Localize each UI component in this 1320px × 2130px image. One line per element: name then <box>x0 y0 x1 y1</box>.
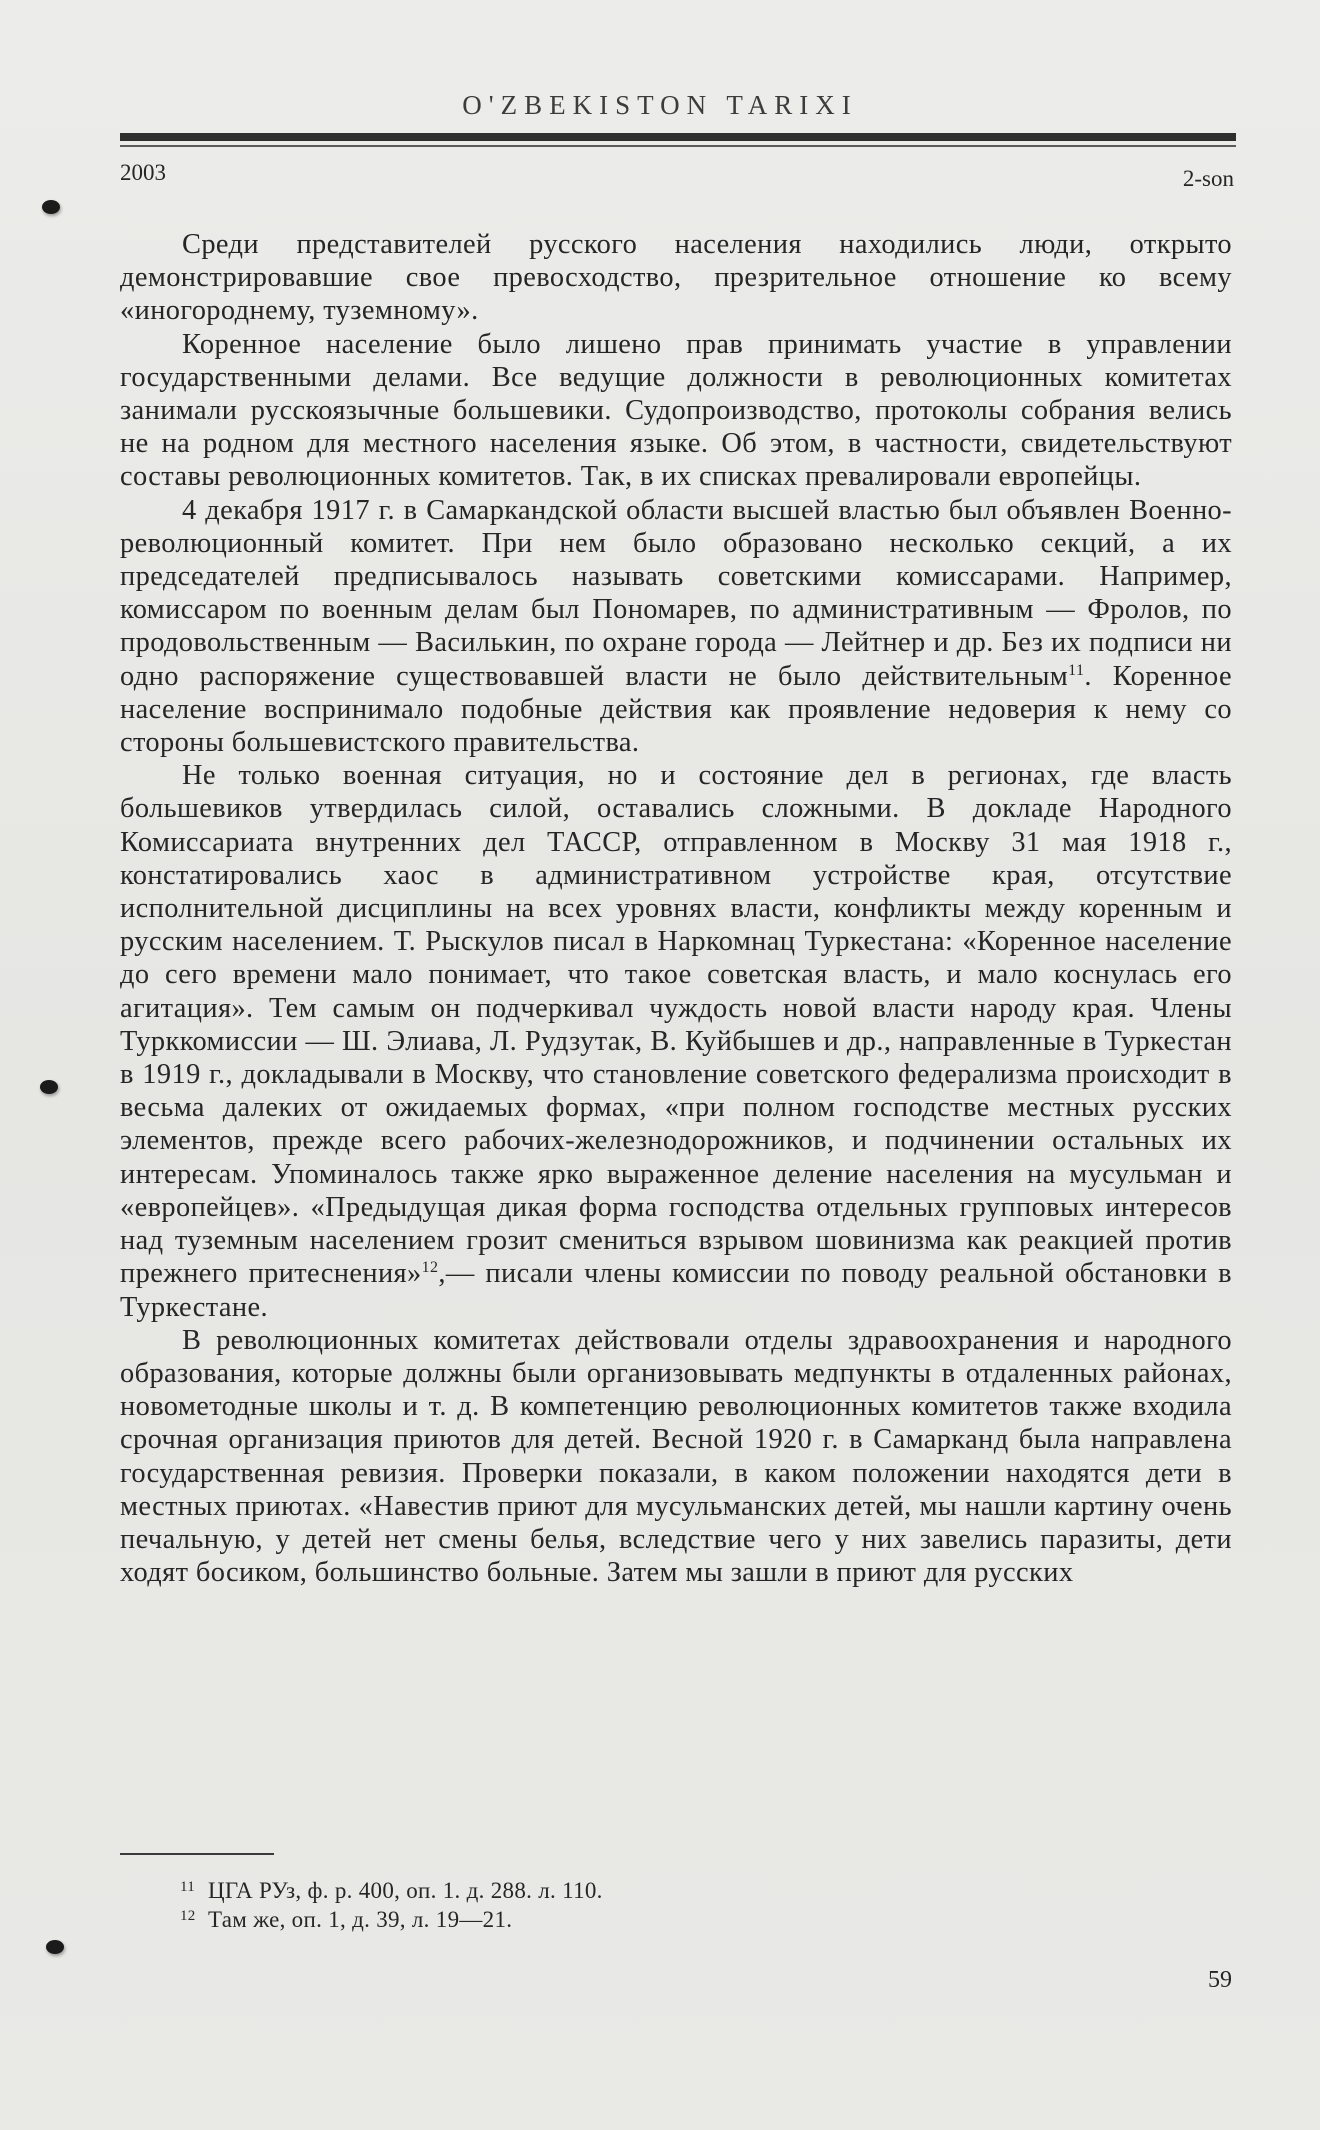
footnote-ref[interactable]: 12 <box>421 1259 439 1277</box>
footnote <box>180 1907 603 1936</box>
paragraph: Среди представителей русского населения находились люди, открыто демонстрировавшие свое превосходство, презрительное отношение ко всему «иногороднему, туземному». <box>120 229 1232 327</box>
paragraph <box>120 759 1232 1323</box>
issue-year: 2003 <box>120 160 166 185</box>
paragraph-text: ,— писали члены комиссии по поводу реальной обстановки в Туркестане. <box>120 1258 1232 1323</box>
footnote-ref[interactable]: 11 <box>1068 661 1085 679</box>
footnote-number: 11 <box>180 1879 196 1895</box>
paragraph-text: . Коренное население воспринимало подобные действия как проявление недоверия к нему со стороны большевистского правительства. <box>120 660 1232 759</box>
issue-number: 2-son <box>1182 166 1234 191</box>
footnote <box>180 1878 603 1907</box>
punch-hole <box>40 1080 58 1094</box>
footnote-text: Там же, оп. 1, д. 39, л. 19—21. <box>208 1907 513 1932</box>
article-body <box>120 228 1232 1589</box>
paragraph-text: Не только военная ситуация, но и состояние дел в регионах, где власть большевиков утвердилась силой, оставались сложными. В докладе Народного Комиссариата внутренних дел ТАССР, отправленном в Москву 31 мая 1918 г., констатировались хаос в административном устройстве края, отсутствие исполнительной дисциплины на всех уровнях власти, конфликты между коренным и русским населением. Т. Рыскулов писал в Наркомнац Туркестана: «Коренное население до сего времени мало понимает, что такое советская власть, и мало коснулась его агитация». Тем самым он подчеркивал чуждость новой власти народу края. Члены Турккомиссии — Ш. Элиава, Л. Рудзутак, В. Куйбышев и др., направленные в Туркестан в 1919 г., докладывали в Москву, что становление советского федерализма происходит в весьма далеких от ожидаемых формах, «при полном господстве местных русских элементов, прежде всего рабочих-железнодорожников, и подчинении остальных их интересам. Упоминалось также ярко выраженное деление населения на мусульман и «европейцев». «Предыдущая дикая форма господства отдельных групповых интересов над туземным населением грозит смениться взрывом шовинизма как реакцией против прежнего притеснения» <box>120 760 1232 1290</box>
journal-title: O'ZBEKISTON TARIXI <box>462 90 858 120</box>
footnote-number: 12 <box>180 1908 196 1924</box>
header-rule-thin <box>120 145 1236 147</box>
paragraph-text: 4 декабря 1917 г. в Самаркандской области высшей властью был объявлен Военно-революционный комитет. При нем было образовано несколько секций, а их председателей предписывалось называть советскими комиссарами. Например, комиссаром по военным делам был Пономарев, по административным — Фролов, по продовольственным — Василькин, по охране города — Лейтнер и др. Без их подписи ни одно распоряжение существовавшей власти не было действительным <box>120 494 1232 692</box>
footnotes <box>180 1878 603 1936</box>
paragraph: В революционных комитетах действовали отделы здравоохранения и народного образования, которые должны были организовывать медпункты в отдаленных районах, новометодные школы и т. д. В компетенцию революционных комитетов также входила срочная организация приютов для детей. Весной 1920 г. в Самарканд была направлена государственная ревизия. Проверки показали, в каком положении находятся дети в местных приютах. «Навестив приют для мусульманских детей, мы нашли картину очень печальную, у детей нет смены белья, вследствие чего у них завелись паразиты, дети ходят босиком, большинство больные. Затем мы зашли в приют для русских <box>120 1324 1232 1589</box>
footnote-divider <box>120 1853 274 1855</box>
page-number: 59 <box>1208 1967 1232 1993</box>
header-rule-thick <box>120 133 1236 141</box>
punch-hole <box>42 200 60 214</box>
footnote-text: ЦГА РУз, ф. р. 400, оп. 1. д. 288. л. 110. <box>208 1878 603 1903</box>
paragraph <box>120 494 1232 760</box>
punch-hole <box>46 1940 64 1954</box>
paragraph: Коренное население было лишено прав принимать участие в управлении государственными делами. Все ведущие должности в революционных комитетах занимали русскоязычные большевики. Судопроизводство, протоколы собрания велись не на родном для местного населения языке. Об этом, в частности, свидетельствуют составы революционных комитетов. Так, в их списках превалировали европейцы. <box>120 328 1232 493</box>
